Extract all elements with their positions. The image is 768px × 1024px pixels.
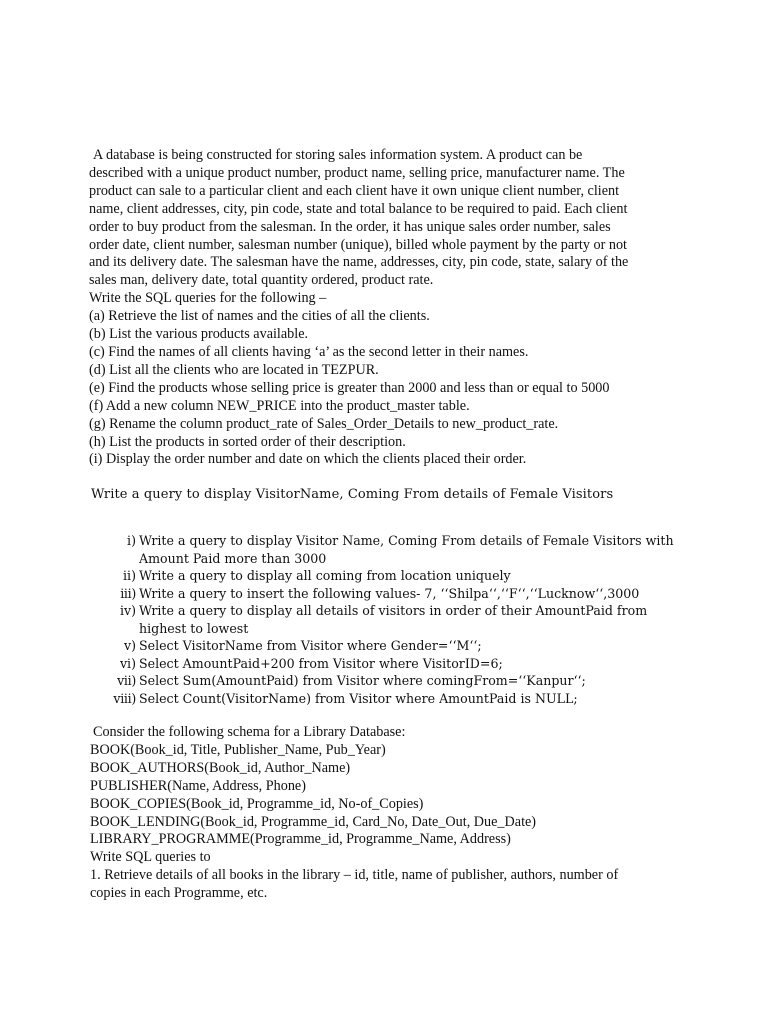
list-item xyxy=(90,567,690,585)
list-item-number: ii) xyxy=(123,568,136,583)
sales-intro-line-6: order date, client number, salesman number (unique), billed whole payment by the party or not xyxy=(89,236,628,253)
list-item xyxy=(90,655,690,673)
list-item-text: Write a query to display all details of visitors in order of their AmountPaid from highest to lowest xyxy=(139,603,648,636)
sales-intro-line-1: A database is being constructed for storing sales information system. A product can be xyxy=(93,147,583,163)
sales-query-a: (a) Retrieve the list of names and the cities of all the clients. xyxy=(89,308,430,325)
list-item xyxy=(90,602,690,637)
sales-query-h: (h) List the products in sorted order of their description. xyxy=(89,433,406,450)
schema-book-lending: BOOK_LENDING(Book_id, Programme_id, Card_No, Date_Out, Due_Date) xyxy=(90,813,537,830)
list-item-number: v) xyxy=(123,638,136,653)
list-item-text: Write a query to display Visitor Name, Coming From details of Female Visitors with Amount Paid more than 3000 xyxy=(139,533,674,566)
library-query-1-line-2: copies in each Programme, etc. xyxy=(90,885,268,902)
sales-query-i: (i) Display the order number and date on which the clients placed their order. xyxy=(89,451,527,468)
list-item-text: Select VisitorName from Visitor where Gender=‘‘M‘‘; xyxy=(139,638,482,653)
list-item-number: vii) xyxy=(117,673,136,688)
schema-book-copies: BOOK_COPIES(Book_id, Programme_id, No-of_Copies) xyxy=(90,795,424,812)
visitor-query-list xyxy=(90,532,690,707)
list-item-text: Select AmountPaid+200 from Visitor where VisitorID=6; xyxy=(139,655,503,671)
list-item-number: i) xyxy=(127,533,136,548)
list-item-text: Select Count(VisitorName) from Visitor where AmountPaid is NULL; xyxy=(139,690,578,706)
list-item-number: vi) xyxy=(119,655,136,671)
list-item-text: Write a query to display all coming from location uniquely xyxy=(139,568,511,583)
sales-database-section xyxy=(89,147,667,469)
list-item xyxy=(90,532,690,567)
list-item-text: Select Sum(AmountPaid) from Visitor where comingFrom=‘‘Kanpur‘‘; xyxy=(139,673,586,688)
list-item xyxy=(90,637,690,655)
schema-book: BOOK(Book_id, Title, Publisher_Name, Pub_Year) xyxy=(90,741,386,758)
list-item xyxy=(90,690,690,708)
sales-query-d: (d) List all the clients who are located in TEZPUR. xyxy=(89,361,379,378)
sales-query-g: (g) Rename the column product_rate of Sales_Order_Details to new_product_rate. xyxy=(89,415,559,432)
sales-intro-line-7: and its delivery date. The salesman have the name, addresses, city, pin code, state, salary of the xyxy=(89,254,629,271)
list-item xyxy=(90,585,690,603)
schema-publisher: PUBLISHER(Name, Address, Phone) xyxy=(90,777,306,794)
list-item-number: iii) xyxy=(120,585,136,601)
list-item-number: viii) xyxy=(113,690,136,706)
sales-queries-prompt: Write the SQL queries for the following – xyxy=(89,290,327,307)
sales-intro-line-2: described with a unique product number, product name, selling price, manufacturer name. The xyxy=(89,164,625,181)
sales-query-f: (f) Add a new column NEW_PRICE into the product_master table. xyxy=(89,397,470,414)
sales-intro-line-8: sales man, delivery date, total quantity ordered, product rate. xyxy=(89,272,434,289)
list-item xyxy=(90,672,690,690)
list-item-text: Write a query to insert the following values- 7, ‘‘Shilpa‘‘,‘‘F‘‘,‘‘Lucknow‘‘,3000 xyxy=(139,585,640,601)
visitor-section-heading: Write a query to display VisitorName, Coming From details of Female Visitors xyxy=(91,487,614,502)
sales-query-b: (b) List the various products available. xyxy=(89,326,309,343)
list-item-number: iv) xyxy=(119,603,136,618)
sales-query-e: (e) Find the products whose selling price is greater than 2000 and less than or equal to 5000 xyxy=(89,379,610,396)
sales-query-c: (c) Find the names of all clients having ‘a’ as the second letter in their names. xyxy=(89,343,529,360)
library-intro: Consider the following schema for a Library Database: xyxy=(93,724,406,740)
schema-library-programme: LIBRARY_PROGRAMME(Programme_id, Programme_Name, Address) xyxy=(90,831,511,848)
library-queries-prompt: Write SQL queries to xyxy=(90,849,211,866)
sales-intro-line-3: product can sale to a particular client and each client have it own unique client number, client xyxy=(89,182,620,199)
library-query-1-line-1: 1. Retrieve details of all books in the library – id, title, name of publisher, authors, number of xyxy=(90,867,619,884)
library-database-section xyxy=(90,724,670,903)
schema-book-authors: BOOK_AUTHORS(Book_id, Author_Name) xyxy=(90,759,351,776)
sales-intro-line-4: name, client addresses, city, pin code, state and total balance to be required to paid. Each client xyxy=(89,200,628,217)
sales-intro-line-5: order to buy product from the salesman. In the order, it has unique sales order number, sales xyxy=(89,218,611,235)
